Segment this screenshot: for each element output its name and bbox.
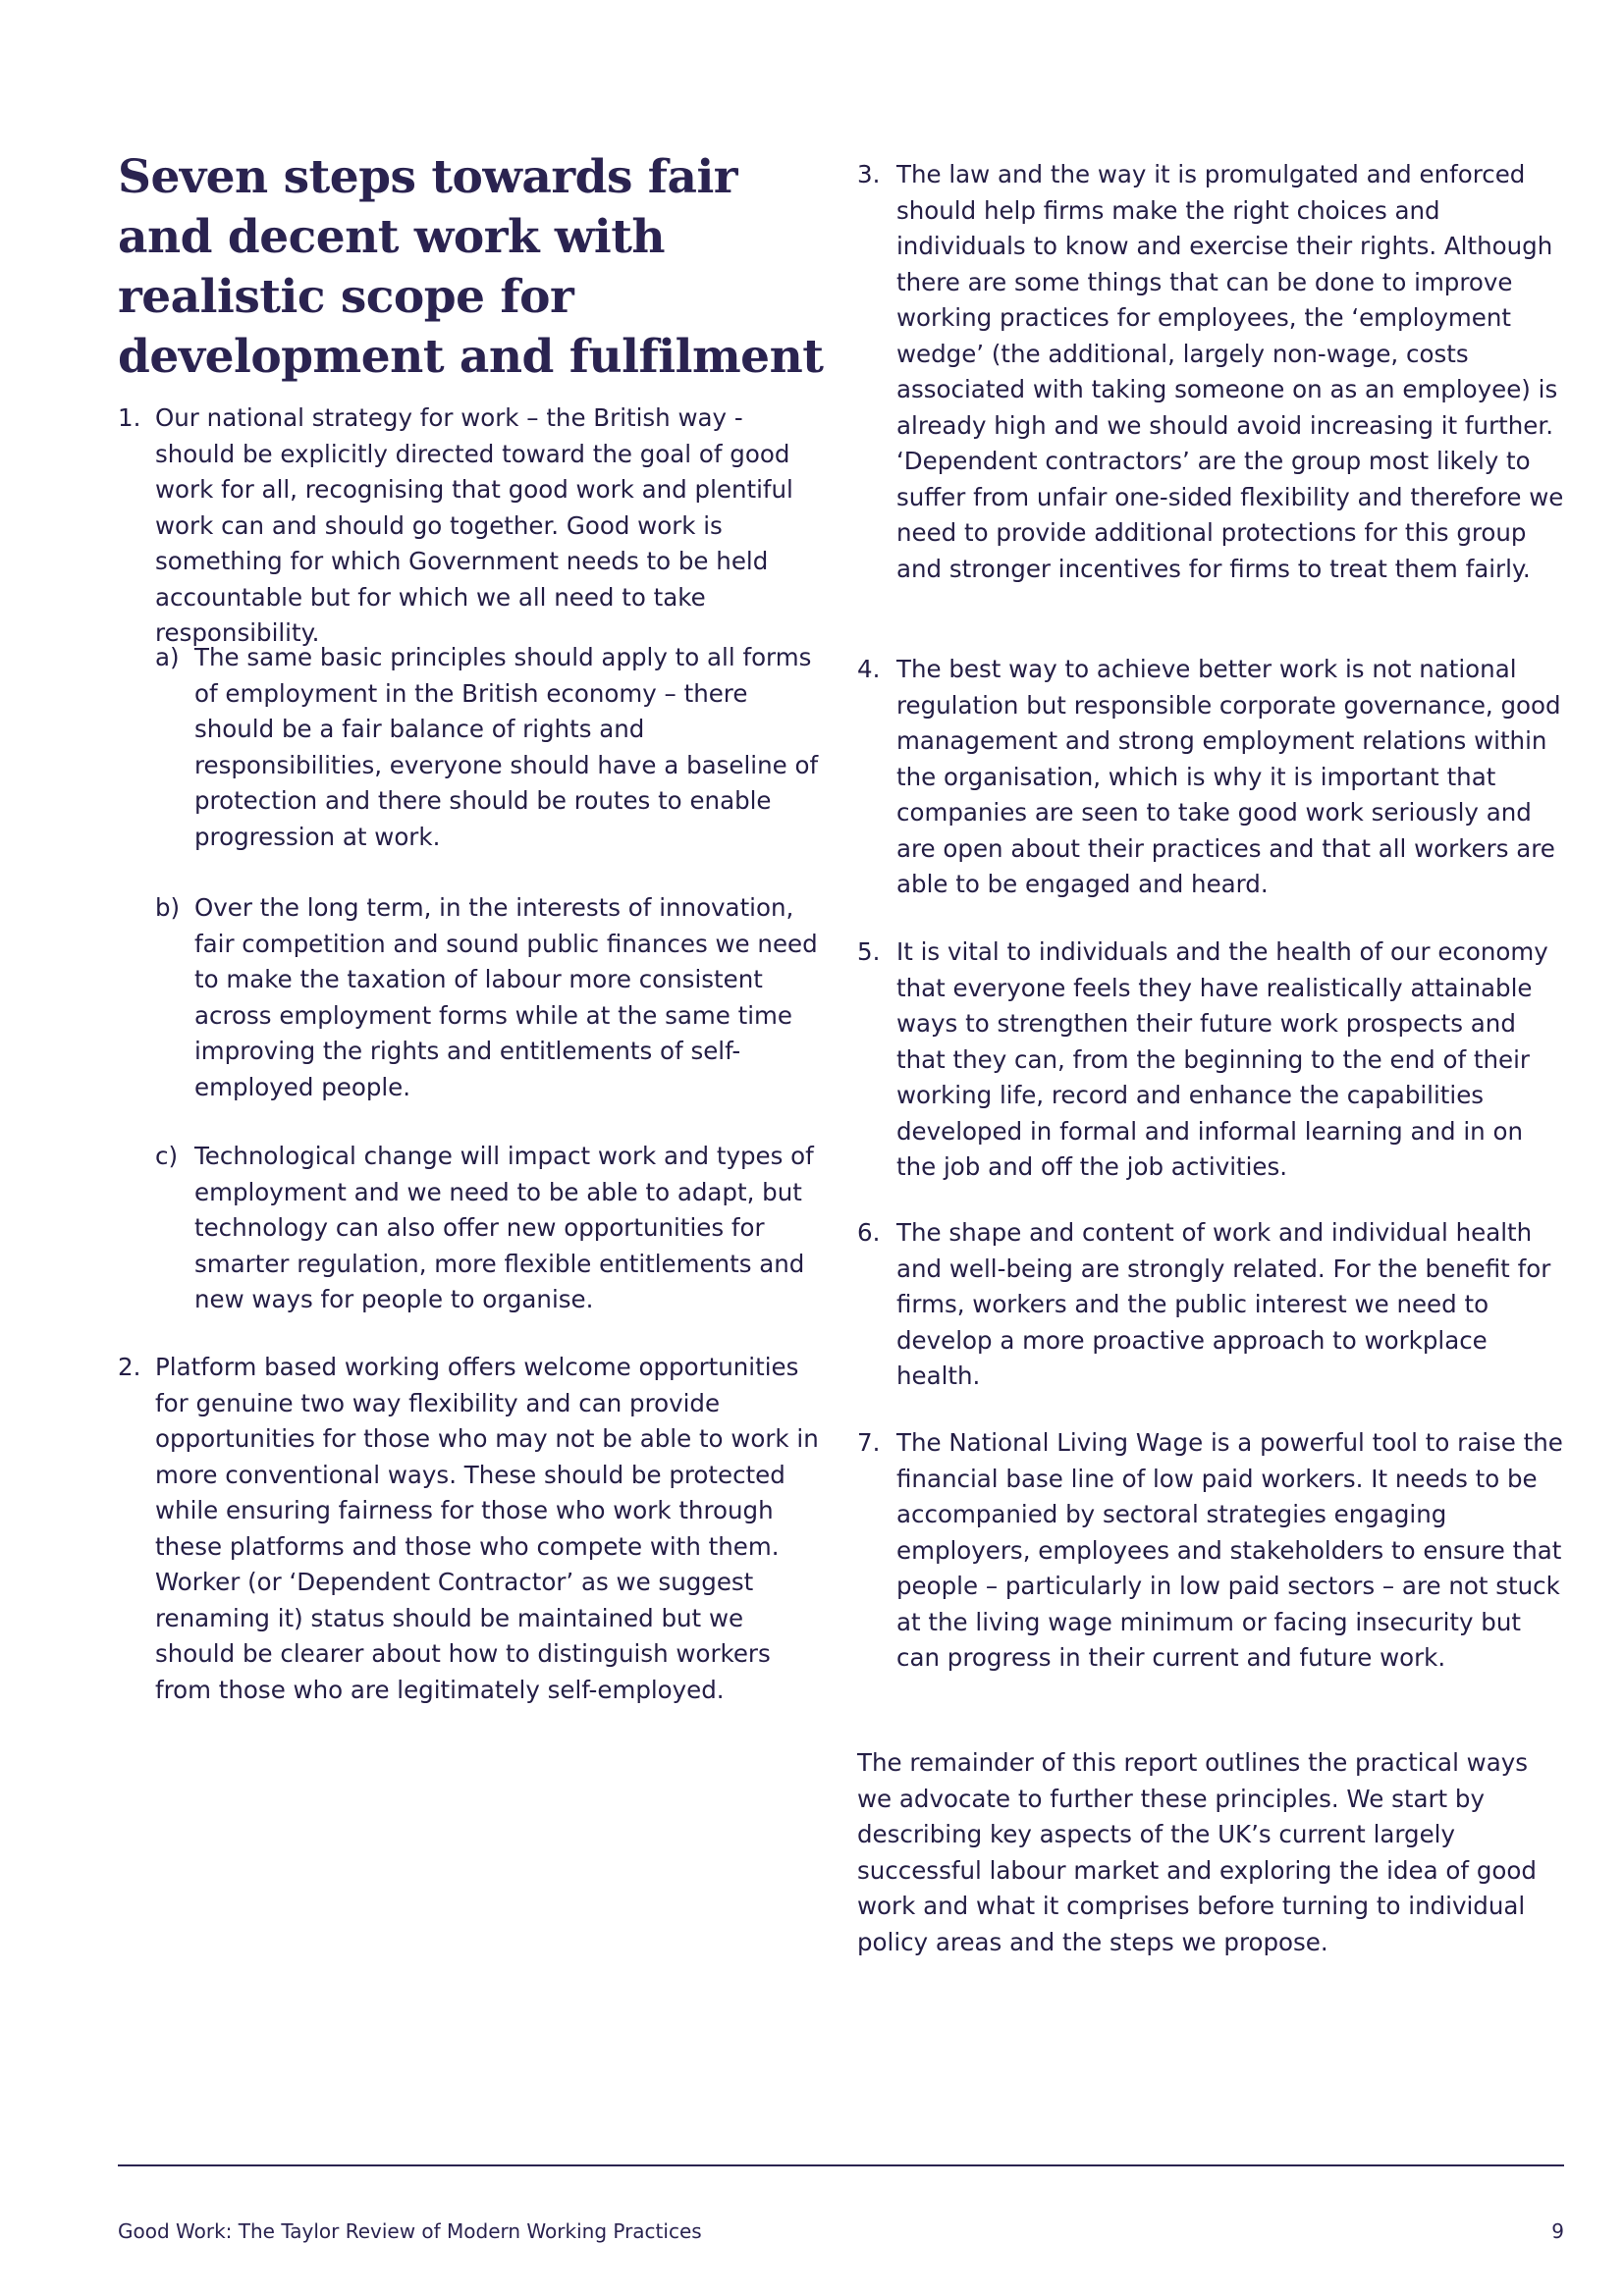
- subitem-text: Over the long term, in the interests of innovation, fair competition and sound public finances we need to make the taxation of labour more consistent across employment forms while at the same time improving the rights and entitlements of self-employed people.: [194, 893, 818, 1101]
- subitem-letter: c): [155, 1142, 179, 1170]
- step-number: 1.: [118, 403, 141, 432]
- footer-title: Good Work: The Taylor Review of Modern Working Practices: [118, 2219, 702, 2243]
- step-number: 4.: [857, 655, 881, 683]
- subitem-letter: a): [155, 643, 180, 671]
- step-text: Platform based working offers welcome opportunities for genuine two way flexibility and can provide opportunities for those who may not be able to work in more conventional ways. These should be protected while ensuring fairness for those who work through these platforms and those who compete with them. Worker (or ‘Dependent Contractor’ as we suggest renaming it) status should be maintained but we should be clearer about how to distinguish workers from those who are legitimately self-employed.: [155, 1353, 819, 1704]
- closing-paragraph: The remainder of this report outlines the practical ways we advocate to further these principles. We start by describing key aspects of the UK’s current largely successful labour market and exploring the idea of good work and what it comprises before turning to individual policy areas and the steps we propose.: [857, 1748, 1537, 1956]
- step-text: The National Living Wage is a powerful tool to raise the financial base line of low paid workers. It needs to be accompanied by sectoral strategies engaging employers, employees and stakeholders to ensure that people – particularly in low paid sectors – are not stuck at the living wage minimum or facing insecurity but can progress in their current and future work.: [896, 1428, 1563, 1672]
- step-text: The shape and content of work and individual health and well-being are strongly related. For the benefit for firms, workers and the public interest we need to develop a more proactive approach to workplace health.: [896, 1218, 1551, 1390]
- step-text: The best way to achieve better work is not national regulation but responsible corporate governance, good management and strong employment relations within the organisation, which is why it is important that companies are seen to take good work seriously and are open about their practices and that all workers are able to be engaged and heard.: [896, 655, 1561, 898]
- step-number: 2.: [118, 1353, 141, 1381]
- page-number: 9: [1551, 2219, 1564, 2243]
- subitem-letter: b): [155, 893, 181, 922]
- step-text: It is vital to individuals and the health of our economy that everyone feels they have realistically attainable ways to strengthen their future work prospects and that they can, from the beginning to the end of their working life, record and enhance the capabilities developed in formal and informal learning and in on the job and off the job activities.: [896, 937, 1548, 1181]
- subitem-text: Technological change will impact work and types of employment and we need to be able to adapt, but technology can also offer new opportunities for smarter regulation, more flexible entitlements and new ways for people to organise.: [194, 1142, 814, 1313]
- step-number: 7.: [857, 1428, 881, 1457]
- page-heading: Seven steps towards fair and decent work with realistic scope for development and fulfilment: [118, 150, 824, 384]
- subitem-text: The same basic principles should apply to all forms of employment in the British economy – there should be a fair balance of rights and responsibilities, everyone should have a baseline of protection and there should be routes to enable progression at work.: [194, 643, 819, 851]
- step-number: 6.: [857, 1218, 881, 1247]
- step-text: Our national strategy for work – the British way - should be explicitly directed toward the goal of good work for all, recognising that good work and plentiful work can and should go together. Good work is something for which Government needs to be held accountable but for which we all need to take responsibility.: [155, 403, 793, 647]
- step-text: The law and the way it is promulgated and enforced should help firms make the right choices and individuals to know and exercise their rights. Although there are some things that can be done to improve working practices for employees, the ‘employment wedge’ (the additional, largely non-wage, costs associated with taking someone on as an employee) is already high and we should avoid increasing it further. ‘Dependent contractors’ are the group most likely to suffer from unfair one-sided flexibility and therefore we need to provide additional protections for this group and stronger incentives for firms to treat them fairly.: [896, 160, 1564, 583]
- footer-rule: [118, 2164, 1564, 2166]
- step-number: 3.: [857, 160, 881, 188]
- step-number: 5.: [857, 937, 881, 966]
